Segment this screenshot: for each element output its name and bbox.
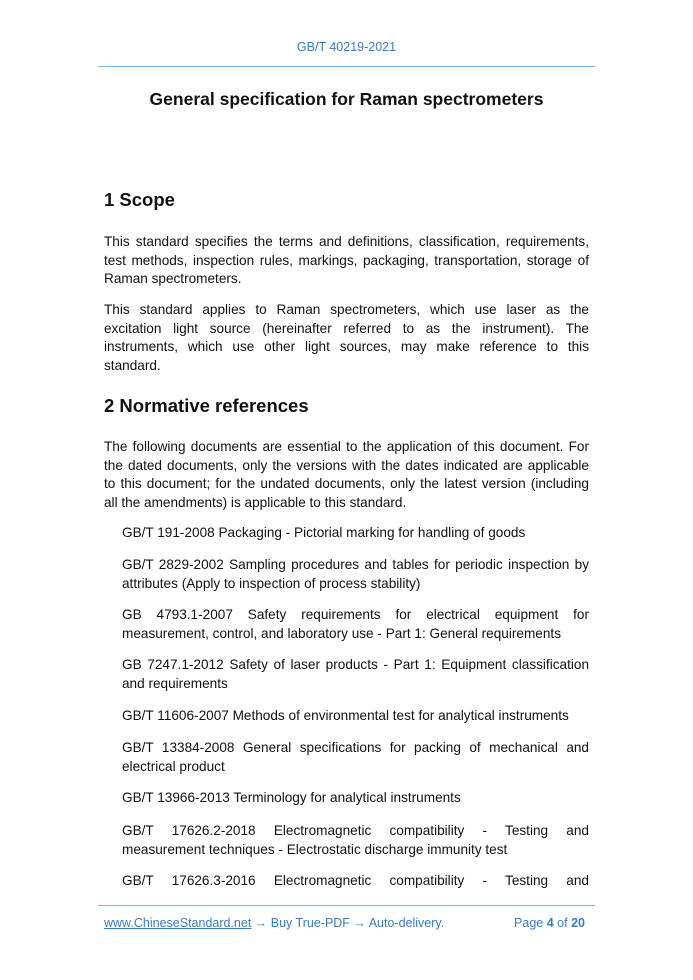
standard-code-header: GB/T 40219-2021 (296, 40, 397, 54)
page-current: 4 (546, 916, 554, 930)
page-label: Page (514, 916, 544, 930)
reference-item: GB/T 2829-2002 Sampling procedures and tables for periodic inspection by attributes (Apply to inspection of process stability) (122, 557, 589, 591)
reference-item: GB/T 17626.3-2016 Electromagnetic compatibility - Testing and (122, 873, 589, 888)
document-title: General specification for Raman spectrometers (149, 89, 544, 109)
reference-item: GB/T 13384-2008 General specifications for packing of mechanical and electrical product (122, 740, 589, 774)
scope-paragraph: This standard applies to Raman spectrometers, which use laser as the excitation light source (hereinafter referred to as the instrument). The instruments, which use other light sources, may make reference to this standard. (104, 302, 589, 373)
reference-item: GB/T 13966-2013 Terminology for analytical instruments (122, 790, 461, 805)
section-heading-normative-references: 2 Normative references (104, 395, 309, 416)
page-footer (104, 916, 585, 930)
normative-references-intro: The following documents are essential to the application of this document. For the dated documents, only the versions with the dates indicated are applicable to this document; for the undated documents, only the latest version (including all the amendments) is applicable to this standard. (104, 439, 589, 510)
scope-paragraph: This standard specifies the terms and definitions, classification, requirements, test methods, inspection rules, markings, packaging, transportation, storage of Raman spectrometers. (104, 234, 589, 287)
section-heading-scope: 1 Scope (104, 189, 175, 210)
footer-tagline: → Buy True-PDF → Auto-delivery. (251, 916, 445, 930)
reference-item: GB 7247.1-2012 Safety of laser products - Part 1: Equipment classification and requirements (122, 657, 589, 691)
page-of: of (557, 916, 568, 930)
header-divider (98, 66, 595, 67)
reference-item: GB/T 17626.2-2018 Electromagnetic compatibility - Testing and measurement techniques - Electrostatic discharge immunity test (122, 823, 589, 857)
reference-item: GB/T 191-2008 Packaging - Pictorial marking for handling of goods (122, 525, 526, 540)
chinesestandard-link[interactable]: www.ChineseStandard.net (104, 916, 252, 930)
footer-divider (98, 905, 595, 906)
page-total: 20 (571, 916, 585, 930)
page-indicator (514, 916, 585, 930)
reference-item: GB/T 11606-2007 Methods of environmental test for analytical instruments (122, 708, 569, 723)
reference-item: GB 4793.1-2007 Safety requirements for electrical equipment for measurement, control, and laboratory use - Part 1: General requirements (122, 607, 589, 641)
